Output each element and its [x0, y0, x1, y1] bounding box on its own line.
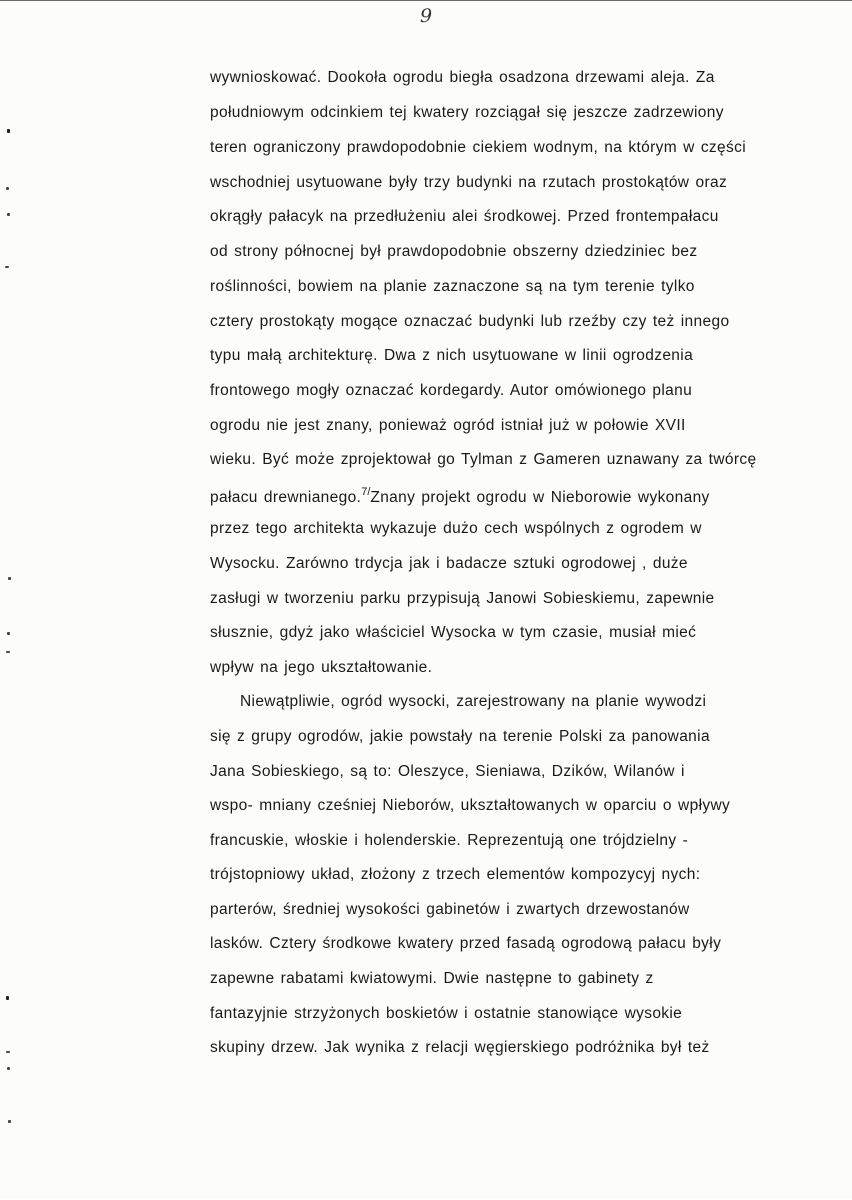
text-line: frontowego mogły oznaczać kordegardy. Autor omówionego planu [210, 382, 693, 399]
text-line: słusznie, gdyż jako właściciel Wysocka w tym czasie, musiał mieć [210, 624, 697, 641]
body-text [0, 1, 852, 1200]
text-line: Wysocku. Zarówno trdycja jak i badacze sztuki ogrodowej , duże [210, 555, 688, 572]
text-line: okrągły pałacyk na przedłużeniu alei środkowej. Przed frontempałacu [210, 208, 719, 225]
text-line: wspo- mniany cześniej Nieborów, ukształtowanych w oparciu o wpływy [210, 797, 731, 814]
text-line: cztery prostokąty mogące oznaczać budynki lub rzeźby czy też innego [210, 313, 730, 330]
text-line: wywnioskować. Dookoła ogrodu biegła osadzona drzewami aleja. Za [210, 69, 715, 86]
text-line: wpływ na jego ukształtowanie. [210, 659, 433, 676]
text-fragment: pałacu drewnianego. [210, 489, 362, 506]
text-line: lasków. Cztery środkowe kwatery przed fasadą ogrodową pałacu były [210, 935, 722, 952]
text-line: parterów, średniej wysokości gabinetów i zwartych drzewostanów [210, 901, 690, 918]
text-line: trójstopniowy układ, złożony z trzech elementów kompozycyj nych: [210, 866, 701, 883]
text-line: ogrodu nie jest znany, ponieważ ogród istniał już w połowie XVII [210, 417, 686, 434]
text-line: od strony północnej był prawdopodobnie obszerny dziedziniec bez [210, 243, 698, 260]
text-line: skupiny drzew. Jak wynika z relacji węgierskiego podróżnika był też [210, 1039, 710, 1056]
text-line-with-footnote [210, 486, 710, 507]
text-line: roślinności, bowiem na planie zaznaczone są na tym terenie tylko [210, 278, 695, 295]
text-line: zasługi w tworzeniu parku przypisują Janowi Sobieskiemu, zapewnie [210, 590, 715, 607]
page-number: 9 [419, 5, 433, 27]
text-line: zapewne rabatami kwiatowymi. Dwie następne to gabinety z [210, 970, 654, 987]
text-line: typu małą architekturę. Dwa z nich usytuowane w linii ogrodzenia [210, 347, 694, 364]
text-line: Jana Sobieskiego, są to: Oleszyce, Sieniawa, Dzików, Wilanów i [210, 763, 685, 780]
text-fragment: Znany projekt ogrodu w Nieborowie wykonany [370, 489, 710, 506]
footnote-marker: 7/ [361, 486, 371, 498]
paragraph-first-line: Niewątpliwie, ogród wysocki, zarejestrowany na planie wywodzi [240, 693, 707, 710]
text-line: wieku. Być może zprojektował go Tylman z Gameren uznawany za twórcę [210, 451, 757, 468]
text-line: przez tego architekta wykazuje dużo cech wspólnych z ogrodem w [210, 520, 702, 537]
text-line: teren ograniczony prawdopodobnie ciekiem wodnym, na którym w części [210, 139, 746, 156]
text-line: wschodniej usytuowane były trzy budynki na rzutach prostokątów oraz [210, 174, 728, 191]
text-line: fantazyjnie strzyżonych boskietów i ostatnie stanowiące wysokie [210, 1005, 683, 1022]
text-line: się z grupy ogrodów, jakie powstały na terenie Polski za panowania [210, 728, 710, 745]
text-line: francuskie, włoskie i holenderskie. Reprezentują one trójdzielny - [210, 832, 689, 849]
text-line: południowym odcinkiem tej kwatery rozciągał się jeszcze zadrzewiony [210, 104, 724, 121]
